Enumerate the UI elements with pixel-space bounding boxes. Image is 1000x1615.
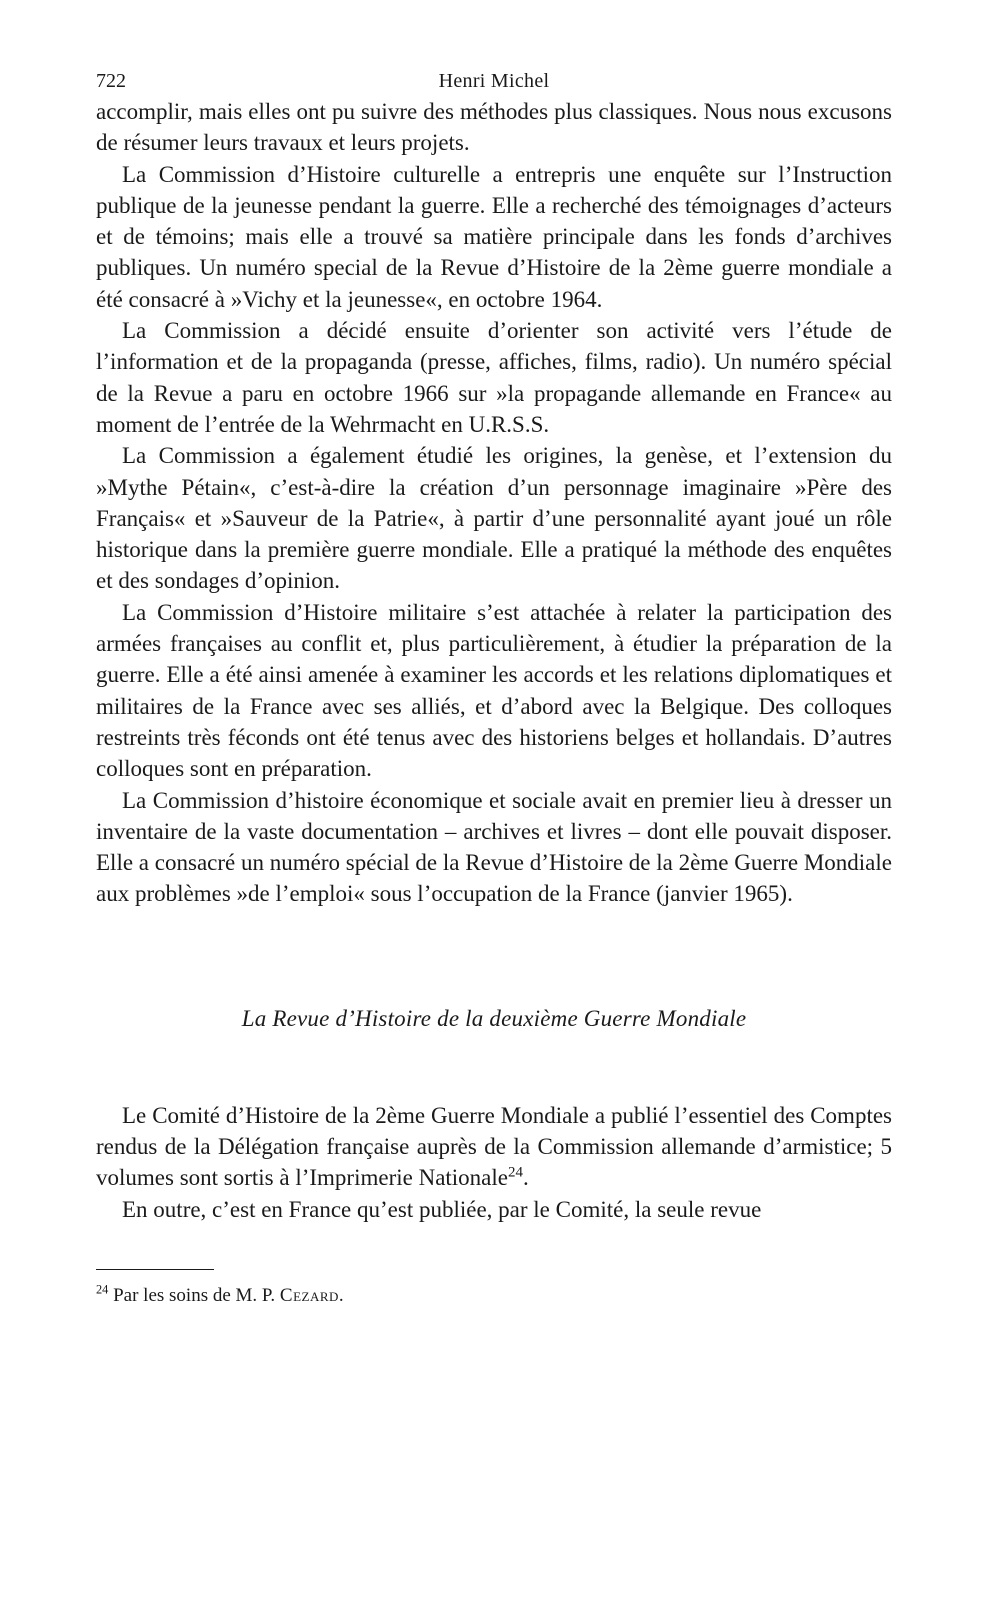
main-text: [96, 96, 892, 910]
paragraph: La Commission d’Histoire culturelle a entrepris une enquête sur l’Instruction publique de la jeunesse pendant la guerre. Elle a recherché des témoignages d’acteurs et de témoins; mais elle a trouvé sa matière principale dans les fonds d’archives publiques. Un numéro special de la Revue d’Histoire de la 2ème guerre mondiale a été consacré à »Vichy et la jeunesse«, en octobre 1964.: [96, 161, 892, 312]
footnote-divider: [96, 1269, 214, 1270]
paragraph: [96, 1100, 892, 1194]
footnote-number: 24: [96, 1282, 109, 1297]
section-text: [96, 1100, 892, 1225]
paragraph: La Commission d’Histoire militaire s’est attachée à relater la participation des armées françaises au conflit et, plus particulièrement, à étudier la préparation de la guerre. Elle a été ainsi amenée à examiner les accords et les relations diplomatiques et militaires de la France avec ses alliés, et d’abord avec la Belgique. Des colloques restreints très féconds ont été tenus avec des historiens belges et hollandais. D’autres colloques sont en préparation.: [96, 599, 892, 782]
paragraph: La Commission d’histoire économique et sociale avait en premier lieu à dresser un inventaire de la vaste documentation – archives et livres – dont elle pouvait disposer. Elle a consacré un numéro spécial de la Revue d’Histoire de la 2ème Guerre Mondiale aux problèmes »de l’emploi« sous l’occupation de la France (janvier 1965).: [96, 787, 892, 907]
footnote-reference[interactable]: 24: [508, 1164, 523, 1181]
footnote-author-name: Cezard: [279, 1284, 339, 1306]
paragraph-end: .: [522, 1165, 529, 1191]
paragraph: En outre, c’est en France qu’est publiée, par le Comité, la seule revue: [122, 1196, 762, 1222]
paragraph: accomplir, mais elles ont pu suivre des méthodes plus classiques. Nous nous excusons de résumer leurs travaux et leurs projets.: [96, 99, 892, 156]
footnote: [96, 1284, 892, 1308]
running-title: Henri Michel: [438, 70, 550, 92]
document-page: [96, 62, 892, 1308]
footnote-text: Par les soins de M. P.: [108, 1284, 280, 1306]
paragraph: La Commission a également étudié les origines, la genèse, et l’extension du »Mythe Pétain«, c’est-à-dire la création d’un personnage imaginaire »Père des Français« et »Sauveur de la Patrie«, à partir d’une personnalité ayant joué un rôle historique dans la première guerre mondiale. Elle a pratiqué la méthode des enquêtes et des sondages d’opinion.: [96, 443, 892, 594]
page-number: 722: [96, 70, 126, 92]
paragraph: La Commission a décidé ensuite d’orienter son activité vers l’étude de l’information et de la propaganda (presse, affiches, films, radio). Un numéro spécial de la Revue a paru en octobre 1966 sur »la propagande allemande en France« au moment de l’entrée de la Wehrmacht en U.R.S.S.: [96, 318, 892, 437]
running-head: [96, 62, 892, 96]
paragraph-text: Le Comité d’Histoire de la 2ème Guerre Mondiale a publié l’essentiel des Comptes rendus de la Délégation française auprès de la Commission allemande d’armistice; 5 volumes sont sortis à l’Imprimerie Nationale: [96, 1102, 892, 1191]
section-heading: La Revue d’Histoire de la deuxième Guerre Mondiale: [241, 1005, 747, 1031]
footnote-end: .: [338, 1284, 344, 1306]
